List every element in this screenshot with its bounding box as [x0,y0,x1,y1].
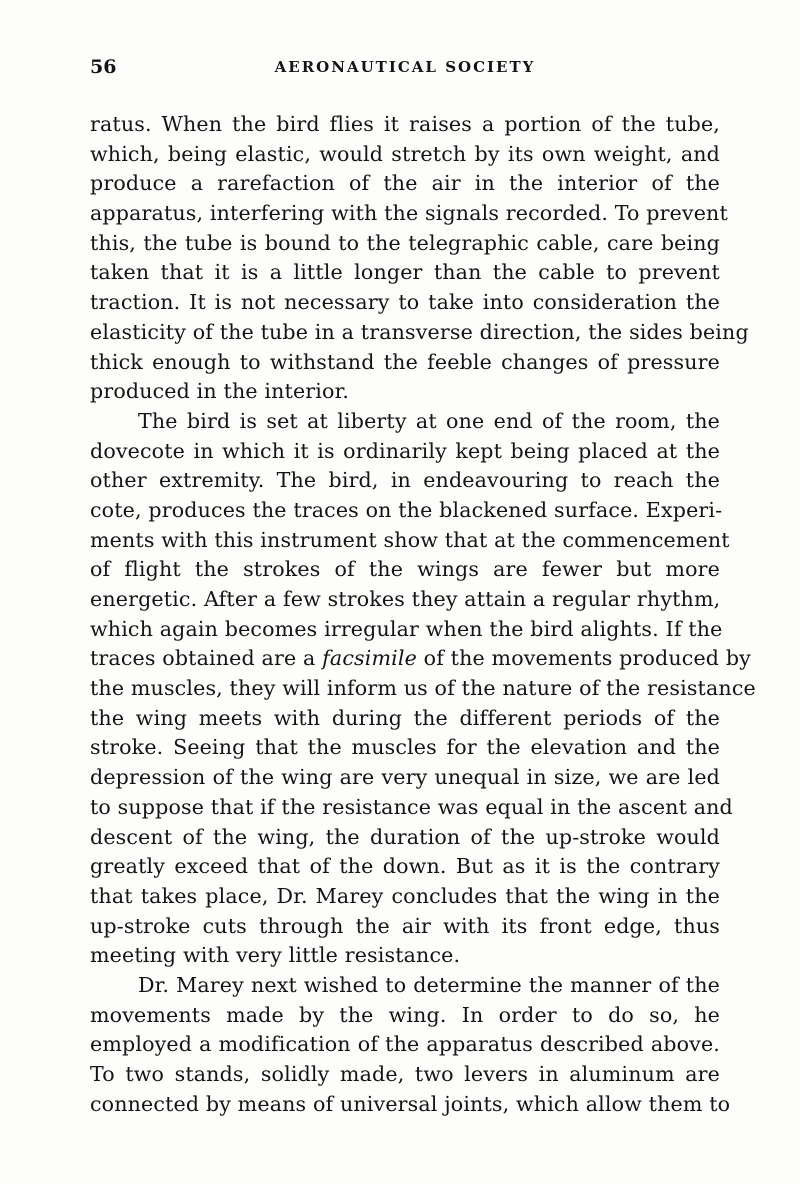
paragraph-1 [90,110,749,407]
text-line: the wing meets with during the different periods of the [90,705,720,730]
body-text [90,110,756,1119]
text-line: dovecote in which it is ordinarily kept being placed at the [90,438,720,463]
text-line: that takes place, Dr. Marey concludes that the wing in the [90,883,720,908]
text-line: cote, produces the traces on the blackened surface. Experi- [90,497,723,522]
text-line: up-stroke cuts through the air with its front edge, thus [90,913,720,938]
text-line: other extremity. The bird, in endeavouring to reach the [90,468,720,493]
text-line: to suppose that if the resistance was equal in the ascent and [90,794,733,819]
italic-word: facsimile [322,646,417,671]
text-line: energetic. After a few strokes they attain a regular rhythm, [90,587,721,611]
text-fragment: of the movements produced by [416,646,751,671]
text-line: To two stands, solidly made, two levers in aluminum are [90,1062,720,1086]
text-line: The bird is set at liberty at one end of the room, the [138,408,720,433]
text-line: Dr. Marey next wished to determine the manner of the [138,972,720,997]
text-line: the muscles, they will inform us of the nature of the resistance [90,676,756,701]
text-line: employed a modification of the apparatus described above. [90,1032,720,1057]
text-line: traction. It is not necessary to take into consideration the [90,290,720,315]
page-number: 56 [90,56,117,78]
text-line: ments with this instrument show that at the commencement [90,527,730,552]
text-line: produce a rarefaction of the air in the interior of the [90,171,720,196]
text-line: taken that it is a little longer than the cable to prevent [90,260,720,285]
text-line: connected by means of universal joints, which allow them to [90,1091,731,1116]
running-head: AERONAUTICAL SOCIETY [274,58,536,76]
text-line: produced in the interior. [90,379,350,404]
text-line: which, being elastic, would stretch by its own weight, and [90,141,720,166]
text-line: apparatus, interfering with the signals recorded. To prevent [90,201,728,226]
text-line: this, the tube is bound to the telegraphic cable, care being [90,230,720,255]
text-line: which again becomes irregular when the bird alights. If the [90,616,723,641]
text-line: ratus. When the bird flies it raises a portion of the tube, [90,112,720,136]
text-line: stroke. Seeing that the muscles for the elevation and the [90,735,720,760]
text-line: meeting with very little resistance. [90,943,461,968]
text-line: elasticity of the tube in a transverse direction, the sides being [90,319,749,344]
text-line: descent of the wing, the duration of the up-stroke would [90,824,720,849]
paragraph-3 [90,971,731,1119]
text-line: greatly exceed that of the down. But as it is the contrary [90,854,720,879]
text-line: movements made by the wing. In order to do so, he [90,1002,720,1027]
text-fragment: traces obtained are a [90,646,323,671]
page-header [90,56,720,86]
text-line: depression of the wing are very unequal in size, we are led [90,765,720,790]
text-line: of flight the strokes of the wings are fewer but more [90,557,720,582]
text-line-with-italic [90,644,751,674]
paragraph-2 [90,407,756,971]
text-line: thick enough to withstand the feeble changes of pressure [90,349,720,374]
